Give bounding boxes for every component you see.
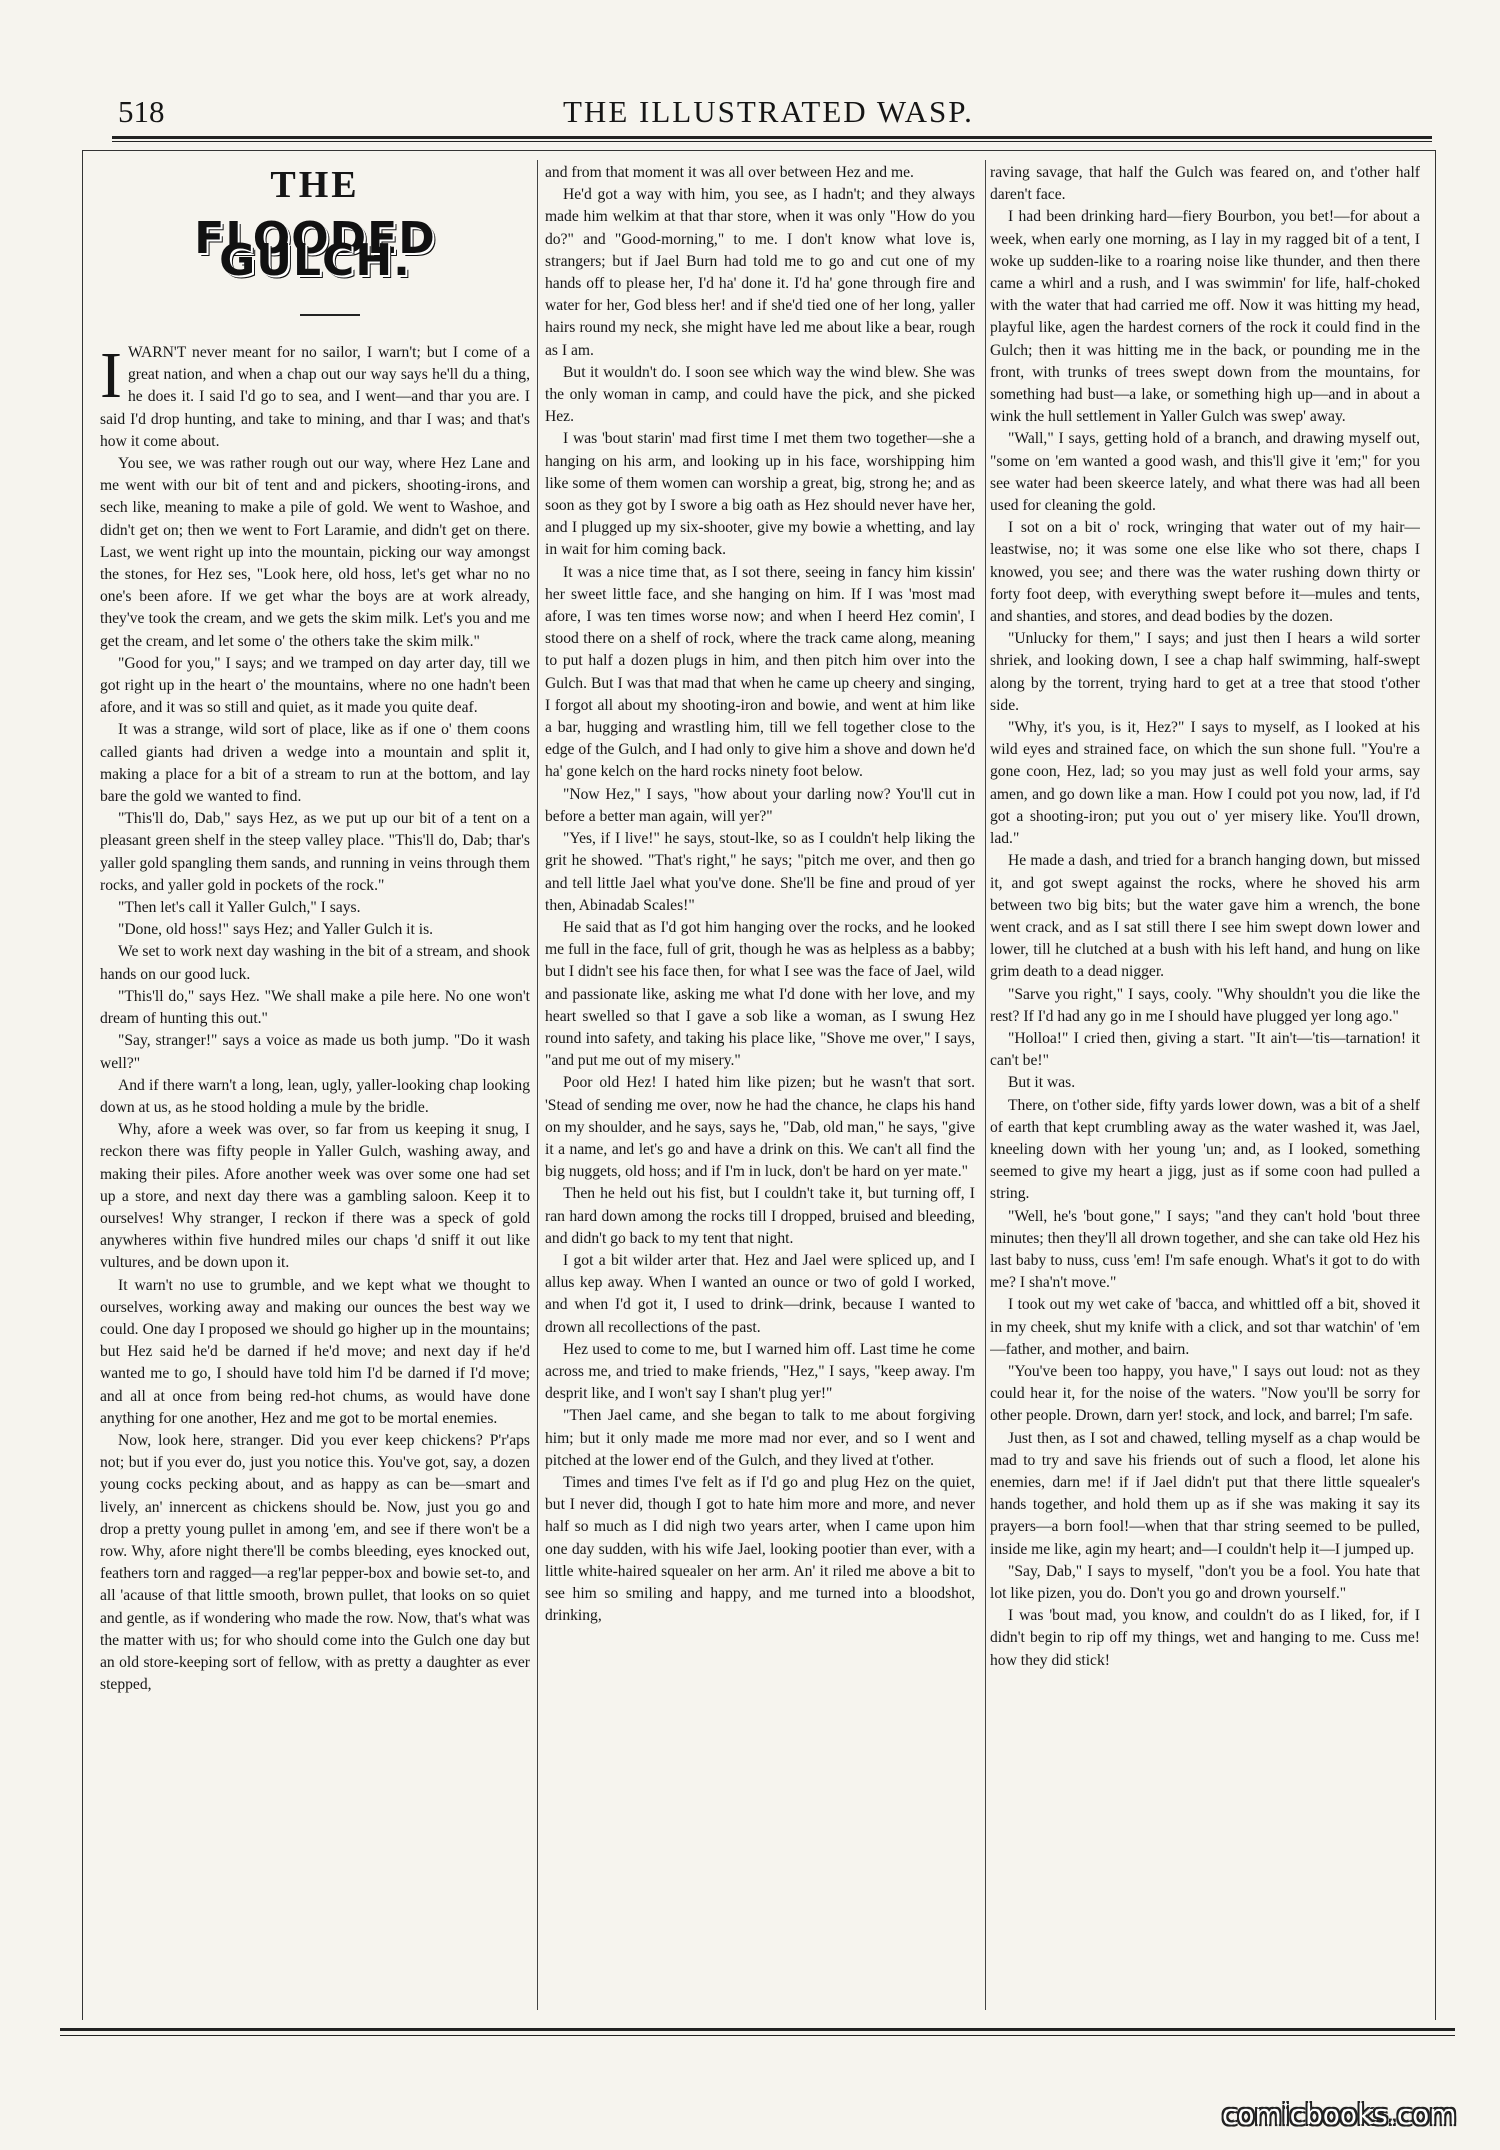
paragraph: "Now Hez," I says, "how about your darling now? You'll cut in before a better man again, will yer?" bbox=[545, 785, 975, 825]
title-rule bbox=[300, 314, 360, 316]
paragraph: "Done, old hoss!" says Hez; and Yaller Gulch it is. bbox=[118, 921, 434, 939]
paragraph: "This'll do, Dab," says Hez, as we put up our bit of a tent on a pleasant green shelf in the steep valley place. "This'll do, Dab; thar's yaller gold spangling them sands, and running in veins through them rocks, and yaller gold in pockets of the rock." bbox=[100, 810, 530, 894]
paragraph: I had been drinking hard—fiery Bourbon, you bet!—for about a week, when early one morning, as I lay in my ragged bit of a tent, I woke up sudden-like to a roaring noise like thunder, and then there came a whirl and a rush, and I was swimmin' for life, half-choked with the water that had carried me off. Now it was hitting my head, playful like, agen the hardest corners of the rock it could find in the Gulch; then it was hitting me in the back, or pounding me in the front, with trunks of trees swept down from the mountains, for something had bust—a lake, or something high up—and in about a wink the hull settlement in Yaller Gulch was swep' away. bbox=[990, 208, 1420, 426]
paragraph: It warn't no use to grumble, and we kept what we thought to ourselves, working away and making our ounces the best way we could. One day I proposed we should go higher up in the mountains; but Hez said he'd be darned if he'd move; and next day if he'd wanted me to go, I should have told him I'd be darned if I'd move; and all at once from being red-hot chums, as would have done anything for one another, Hez and me got to be mortal enemies. bbox=[100, 1276, 530, 1427]
paragraph: "Good for you," I says; and we tramped on day arter day, till we got right up in the heart o' the mountains, where no one hadn't been afore, and it was so still and quiet, as it made you quite deaf. bbox=[100, 654, 530, 717]
paragraph: I got a bit wilder arter that. Hez and Jael were spliced up, and I allus kep away. When I wanted an ounce or two of gold I worked, and when I'd got it, I used to drink—drink, because I wanted to drown all recollections of the past. bbox=[545, 1251, 975, 1336]
article-column-3 bbox=[990, 162, 1420, 1992]
column-1-body bbox=[100, 339, 530, 1696]
paragraph: "Yes, if I live!" he says, stout-lke, so as I couldn't help liking the grit he showed. "That's right," he says; "pitch me over, and then go and tell little Jael what you've done. She'll be fine and proud of yer then, Abinadab Scales!" bbox=[545, 830, 975, 914]
paragraph: He made a dash, and tried for a branch hanging down, but missed it, and got swept against the rocks, where he shoved his arm between two big bits; but the water gave him a wrench, the bone went crack, and as I sat still there I see him swept down lower and lower, till he clutched at a bush with his left hand, and hung on like grim death to a dead nigger. bbox=[990, 852, 1420, 981]
paragraph: "You've been too happy, you have," I says out loud: not as they could hear it, for the noise of the waters. "Now you'll be sorry for other people. Drown, darn yer! stock, and lock, and barrel; I'm safe. bbox=[990, 1362, 1420, 1425]
paragraph: I was 'bout starin' mad first time I met them two together—she a hanging on his arm, and looking up in his face, worshipping him like some of them women can worship a great, big, strong he; and as soon as they got by I swore a big oath as Hez should never have her, and I plugged up my six-shooter, give my bowie a whetting, and lay in wait for him coming back. bbox=[545, 430, 975, 559]
footer-rule-thin bbox=[60, 2035, 1455, 2036]
paragraph-text: WARN'T never meant for no sailor, I warn't; but I come of a great nation, and when a chap out our way says he'll du a thing, he does it. I said I'd go to sea, and I went—and thar you are. I said I'd drop hunting, and take to mining, and thar I was; and that's how it come about. bbox=[100, 344, 530, 450]
paragraph: "Well, he's 'bout gone," I says; "and they can't hold 'bout three minutes; then they'll all drown together, and she can take old Hez his last baby to nuss, cuss 'em! I'm safe enough. What's it got to do with me? I sha'n't move." bbox=[990, 1207, 1420, 1292]
paragraph: But it wouldn't do. I soon see which way the wind blew. She was the only woman in camp, and could have the pick, and she picked Hez. bbox=[545, 363, 975, 426]
paragraph: "Then Jael came, and she began to talk to me about forgiving him; but it only made me more mad nor ever, and so I went and pitched at the lower end of the Gulch, and they lived at t'other. bbox=[545, 1407, 975, 1469]
paragraph: Now, look here, stranger. Did you ever keep chickens? P'r'aps not; but if you ever do, just you notice this. You've got, say, a dozen young cocks pecking about, and as happy as can be—smart and lively, an' innercent as chickens should be. Now, just you go and drop a pretty young pullet in among 'em, and see if there won't be a row. Why, afore night there'll be combs bleeding, eyes knocked out, feathers torn and ragged—a reg'lar pepper-box and bowie set-to, and all 'acause of that little smooth, brown pullet, that looks on so quiet and gentle, as if wondering who made the row. Now, that's what was the matter with us; for who should come into the Gulch one day but an old store-keeping sort of fellow, with as pretty a daughter as ever stepped, bbox=[100, 1431, 530, 1694]
paragraph: There, on t'other side, fifty yards lower down, was a bit of a shelf of earth that kept crumbling away as the water washed it, was Jael, kneeling down with her young 'un; and, as I looked, something seemed to give my heart a jigg, just as if some coon had pulled a string. bbox=[990, 1096, 1420, 1203]
paragraph: Hez used to come to me, but I warned him off. Last time he come across me, and tried to make friends, "Hez," I says, "keep away. I'm desprit like, and I won't say I shan't plug yer!" bbox=[545, 1340, 975, 1403]
story-title-block bbox=[100, 162, 530, 342]
paragraph: We set to work next day washing in the bit of a stream, and shook hands on our good luck. bbox=[100, 943, 530, 983]
paragraph: It was a strange, wild sort of place, like as if one o' them coons called giants had driven a wedge into a mountain and split it, making a place for a bit of a stream to run at the bottom, and lay bare the gold we wanted to find. bbox=[100, 721, 530, 806]
paragraph: But it was. bbox=[1008, 1074, 1076, 1092]
paragraph: Times and times I've felt as if I'd go and plug Hez on the quiet, but I never did, though I got to hate him more and more, and never half so much as I did nigh two years arter, when I came upon him one day sudden, with his wife Jael, looking pootier than ever, with a little white-haired squealer on her arm. An' it riled me above a bit to see him so smiling and happy, and me turned into a bloodshot, drinking, bbox=[545, 1473, 975, 1625]
article-column-2 bbox=[545, 162, 975, 1992]
paragraph: Just then, as I sot and chawed, telling myself as a chap would be mad to try and save his friends out of such a flood, let alone his enemies, darn me! if if Jael didn't put that there little squealer's hands together, and hold them up as if she was making it say its prayers—a born fool!—when that thar string seemed to be pulled, inside me like, agin my heart; and—I couldn't help it—I jumped up. bbox=[990, 1429, 1420, 1558]
watermark-logo: comicbooks.com bbox=[1222, 2098, 1457, 2131]
paragraph: You see, we was rather rough out our way, where Hez Lane and me went with our bit of tent and and pickers, shooting-irons, and sech like, meaning to make a pile of gold. We went to Washoe, and didn't get on; then we went to Fort Laramie, and didn't get on there. Last, we went right up into the mountain, picking our way amongst the stones, for Hez ses, "Look here, old hoss, let's get whar no no one's been afore. If we get whar the boys are at work already, they've took the cream, and we gets the skim milk. Let's you and me get the cream, and let some o' the others take the skim milk." bbox=[100, 455, 530, 650]
column-2-body bbox=[545, 162, 975, 1627]
paragraph: I was 'bout mad, you know, and couldn't do as I liked, for, if I didn't begin to rip off my things, wet and hanging to me. Cuss me! how they did stick! bbox=[990, 1607, 1420, 1669]
page-number: 518 bbox=[118, 94, 165, 129]
story-title-line2: FLOODED GULCH. bbox=[194, 213, 436, 287]
paragraph: Why, afore a week was over, so far from us keeping it snug, I reckon there was fifty people in Yaller Gulch, washing away, and making their piles. Afore another week was over some one had set up a store, and next day there was a gambling saloon. Keep it to ourselves! Why stranger, I reckon if there was a speck of gold anywheres within five hundred miles our chaps 'd sniff it out like vultures, and be down upon it. bbox=[100, 1121, 530, 1272]
paragraph: Poor old Hez! I hated him like pizen; but he wasn't that sort. 'Stead of sending me over, now he had the chance, he claps his hand on my shoulder, and he says, says he, "Dab, old man," he says, "give it a name, and let's go and have a drink on this. We can't all find the big nuggets, old hoss; and if I'm in luck, don't be hard on yer mate." bbox=[545, 1074, 975, 1181]
frame-right-rule bbox=[1435, 150, 1436, 2020]
paragraph: "Then let's call it Yaller Gulch," I says. bbox=[118, 899, 361, 917]
paragraph: "Say, Dab," I says to myself, "don't you be a fool. You hate that lot like pizen, you do. Don't you go and drown yourself." bbox=[990, 1562, 1420, 1602]
header-rule bbox=[112, 136, 1432, 139]
column-3-body bbox=[990, 162, 1420, 1672]
paragraph: And if there warn't a long, lean, ugly, yaller-looking chap looking down at us, as he stood holding a mule by the bridle. bbox=[100, 1076, 530, 1116]
paragraph: I took out my wet cake of 'bacca, and whittled off a bit, shoved it in my cheek, shut my knife with a click, and sot thar watchin' of 'em—father, and mother, and bairn. bbox=[990, 1296, 1420, 1358]
drop-cap: I bbox=[100, 339, 122, 412]
paragraph: I sot on a bit o' rock, wringing that water out of my hair—leastwise, no; it was some one else like who sot there, chaps I knowed, you see; and there was the water rushing down thirty or forty foot deep, with everything swept before it—mules and tents, and shanties, and stores, and dead bodies by the dozen. bbox=[990, 519, 1420, 626]
column-divider-1 bbox=[537, 160, 538, 2010]
frame-top-rule bbox=[82, 150, 1436, 151]
paragraph: He said that as I'd got him hanging over the rocks, and he looked me full in the face, full of grit, though he was as helpless as a babby; but I didn't see his face then, for what I see was the face of Jael, wild and passionate like, asking me what I'd done with her love, and my heart swelled so that I gave a sob like a woman, as I swung Hez round into safety, and taking his place like, "Shove me over," I says, "and put me out of my misery." bbox=[545, 918, 975, 1070]
paragraph: "Wall," I says, getting hold of a branch, and drawing myself out, "some on 'em wanted a good wash, and this'll give it 'em;" for you see water had been skeerce lately, and what there was had all been used for cleaning the gold. bbox=[990, 430, 1420, 515]
footer-rule bbox=[60, 2028, 1455, 2031]
paragraph: raving savage, that half the Gulch was feared on, and t'other half daren't face. bbox=[990, 164, 1420, 204]
paragraph: "Sarve you right," I says, cooly. "Why shouldn't you die like the rest? If I'd had any go in me I should have plugged yer long ago." bbox=[990, 985, 1420, 1025]
paragraph: "This'll do," says Hez. "We shall make a pile here. No one won't dream of hunting this out." bbox=[100, 987, 530, 1028]
page-header bbox=[118, 88, 1418, 128]
magazine-title: THE ILLUSTRATED WASP. bbox=[563, 94, 974, 129]
paragraph: "Why, it's you, is it, Hez?" I says to myself, as I looked at his wild eyes and strained face, on which the sun shone full. "You're a gone coon, Hez, lad; so you may just as well fold your arms, say amen, and go down like a man. How I could pot you now, lad, if I'd got a shooting-iron; put you out o' yer misery like. You'll drown, lad." bbox=[990, 719, 1420, 848]
column-divider-2 bbox=[985, 160, 986, 2010]
story-title-line1: THE bbox=[270, 164, 360, 206]
header-rule-thin bbox=[112, 141, 1432, 142]
paragraph: "Holloa!" I cried then, giving a start. "It ain't—'tis—tarnation! it can't be!" bbox=[990, 1029, 1420, 1070]
paragraph: "Unlucky for them," I says; and just then I hears a wild sorter shriek, and looking down, I see a chap half swimming, half-swept along by the torrent, trying hard to get at a tree that stood t'other side. bbox=[990, 630, 1420, 714]
paragraph: Then he held out his fist, but I couldn't take it, but turning off, I ran hard down among the rocks till I dropped, bruised and bleeding, and didn't go back to my tent that night. bbox=[545, 1185, 975, 1247]
paragraph: and from that moment it was all over between Hez and me. bbox=[545, 164, 914, 181]
paragraph bbox=[100, 339, 530, 453]
paragraph: It was a nice time that, as I sot there, seeing in fancy him kissin' her sweet little face, and she hanging on him. If I was 'most mad afore, I was ten times worse now; and when I heerd Hez comin', I stood there on a shelf of rock, where the track came along, meaning to put half a dozen plugs in him, and then pitch him over into the Gulch. But I was that mad that when he came up cheery and singing, I forgot all about my shooting-iron and bowie, and went at him like a bar, hugging and wrastling him, till we fell together close to the edge of the Gulch, and I had only to give him a shove and down he'd ha' gone kelch on the hard rocks ninety foot below. bbox=[545, 563, 975, 781]
paragraph: He'd got a way with him, you see, as I hadn't; and they always made him welkim at that thar store, when it was only "How do you do?" and "Good-morning," to me. I don't know what love is, strangers; but if Jael Burn had told me to go and cut one of my hands off to please her, I'd ha' done it. I'd ha' gone through fire and water for her, God bless her! and if she'd tied one of her long, yaller hairs round my neck, she might have led me about like a bear, rough as I am. bbox=[545, 186, 975, 359]
paragraph: "Say, stranger!" says a voice as made us both jump. "Do it wash well?" bbox=[100, 1032, 530, 1072]
frame-left-rule bbox=[82, 150, 83, 2020]
article-column-1 bbox=[100, 162, 530, 1992]
